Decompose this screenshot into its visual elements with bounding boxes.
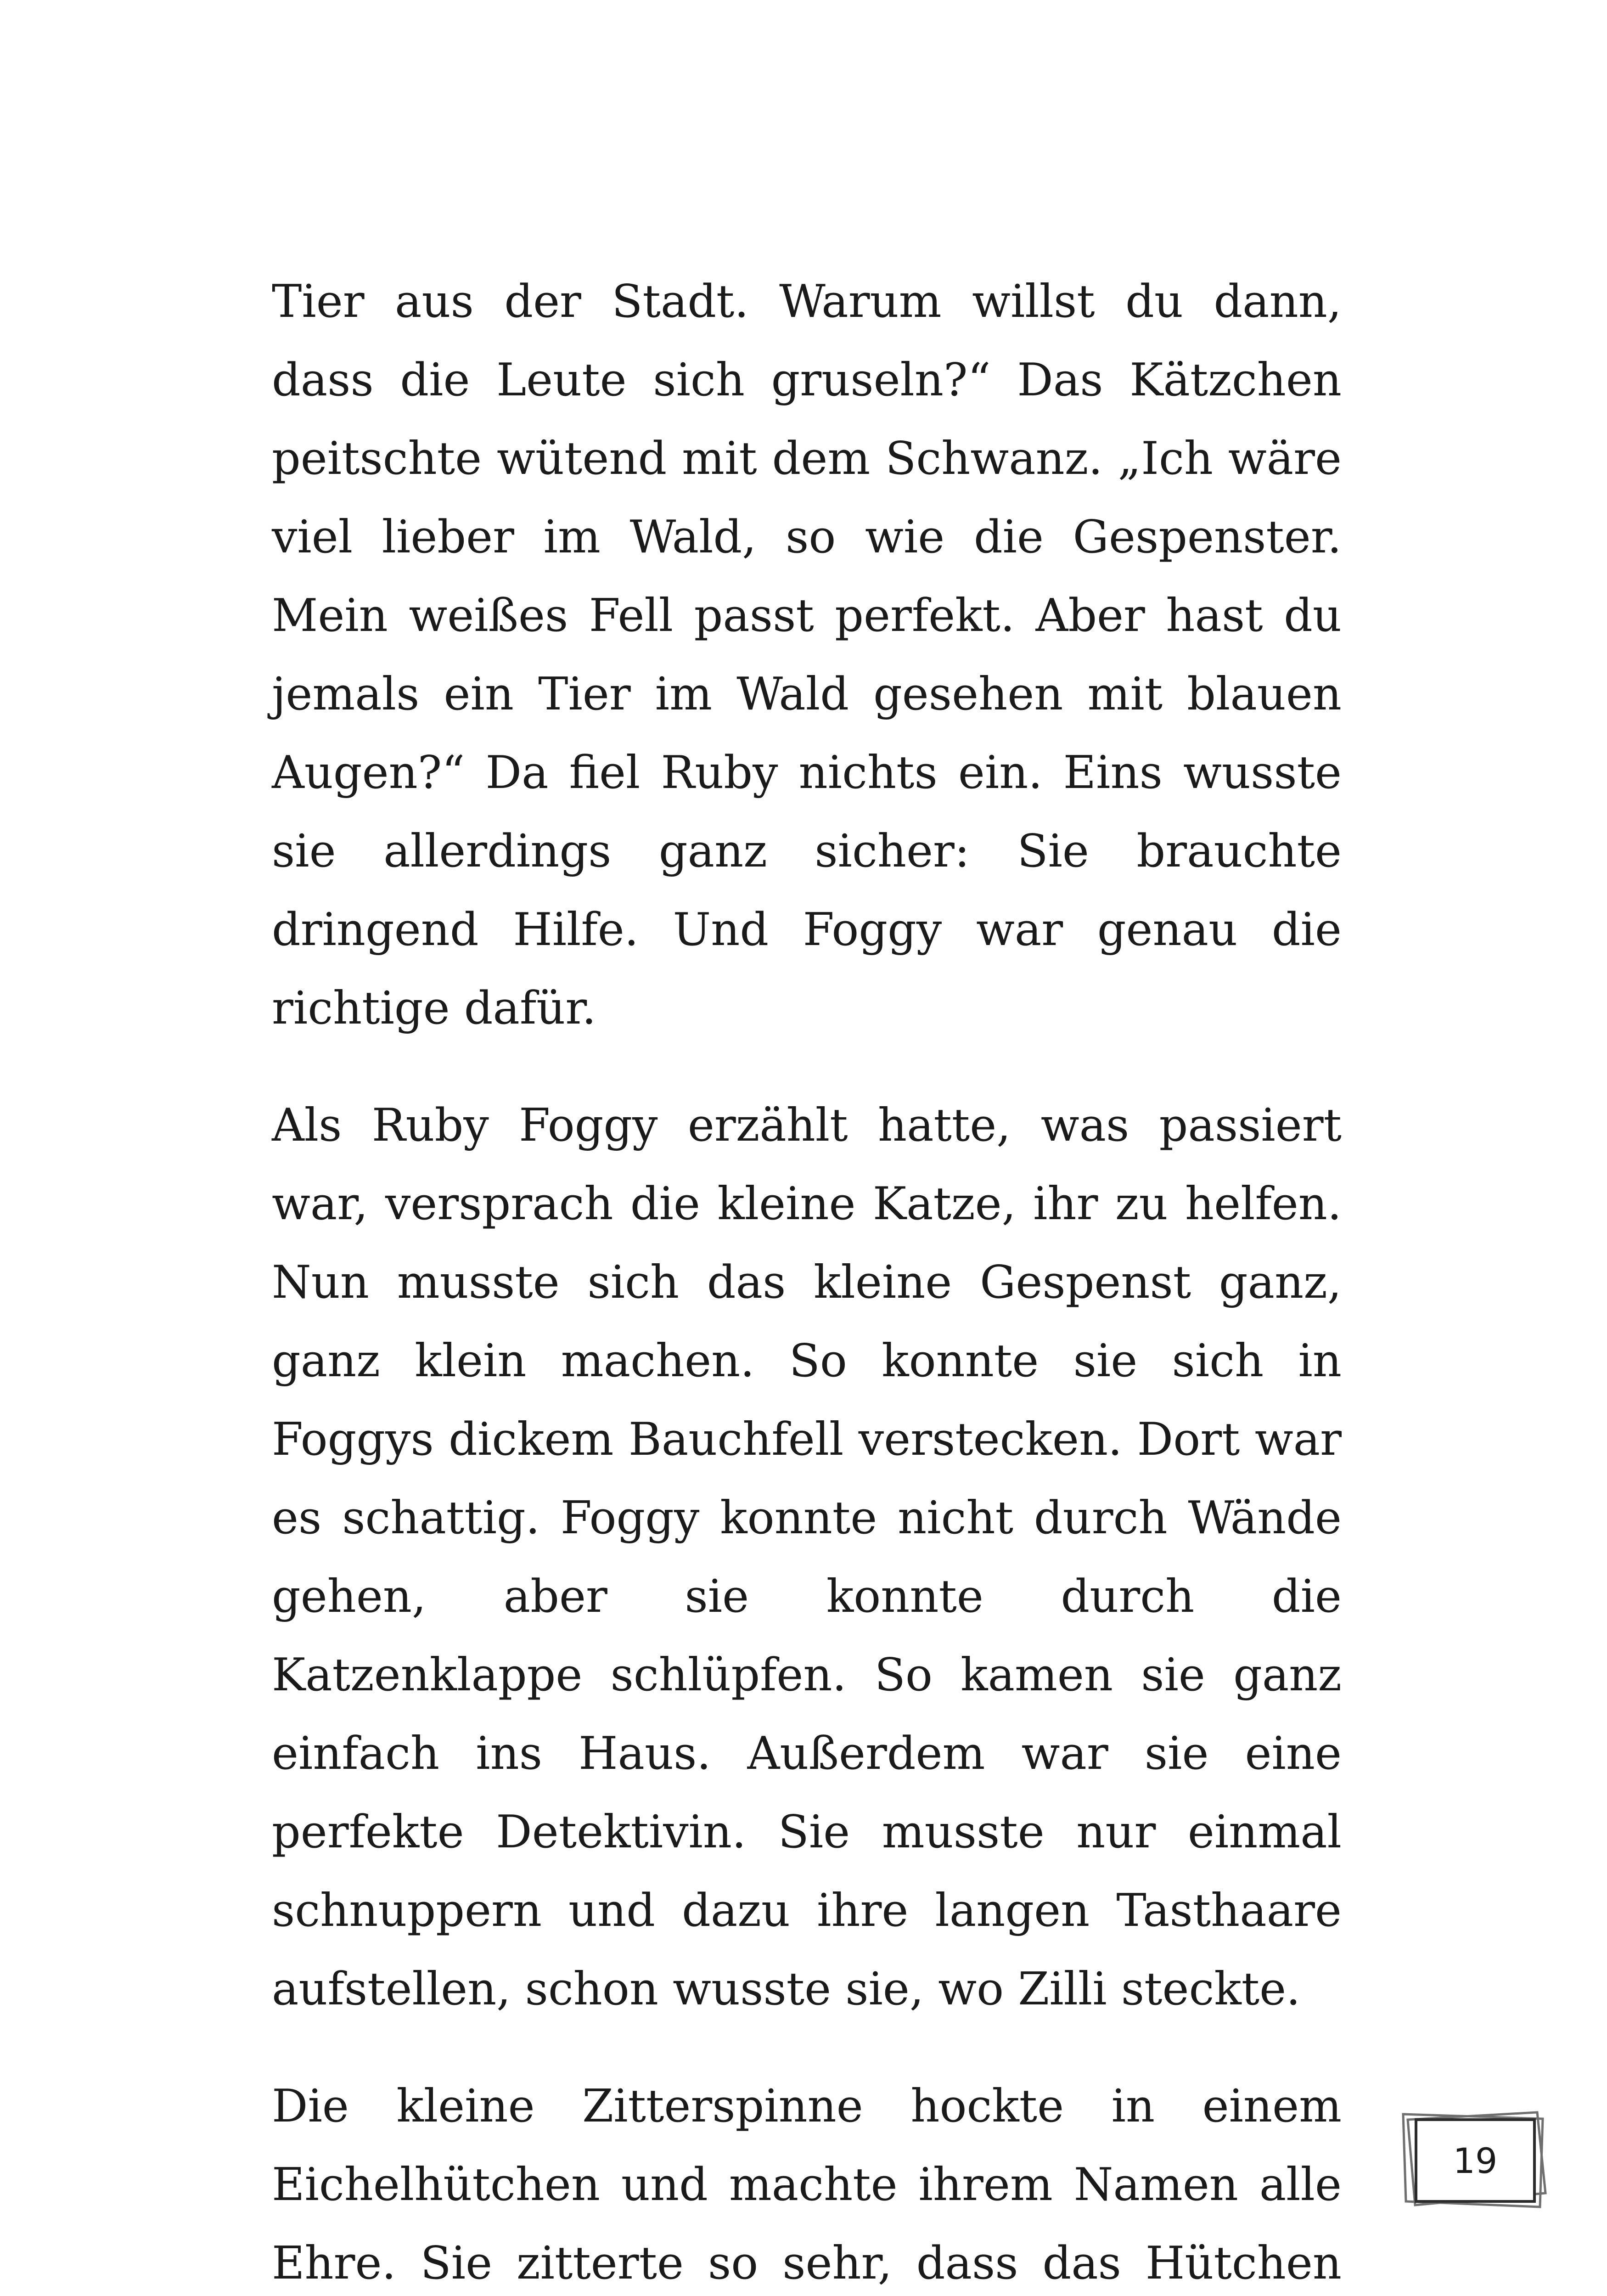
body-text xyxy=(272,263,1342,2296)
page-number: 19 xyxy=(1453,2140,1498,2181)
paragraph-2: Als Ruby Foggy erzählt hatte, was passiert war, versprach die kleine Katze, ihr zu helfen. Nun musste sich das kleine Gespenst ganz, ganz klein machen. So konnte sie sich in Foggys dickem Bauchfell verstecken. Dort war es schattig. Foggy konnte nicht durch Wände gehen, aber sie konnte durch die Katzenklappe schlüpfen. So kamen sie ganz einfach ins Haus. Außerdem war sie eine perfekte Detektivin. Sie musste nur einmal schnuppern und dazu ihre langen Tasthaare aufstellen, schon wusste sie, wo Zilli steckte. xyxy=(272,1099,1342,2015)
page-number-frame xyxy=(1399,2103,1551,2218)
paragraph-1: Tier aus der Stadt. Warum willst du dann, dass die Leute sich gruseln?“ Das Kätzchen peitschte wütend mit dem Schwanz. „Ich wäre viel lieber im Wald, so wie die Gespenster. Mein weißes Fell passt perfekt. Aber hast du jemals ein Tier im Wald gesehen mit blauen Augen?“ Da fiel Ruby nichts ein. Eins wusste sie allerdings ganz sicher: Sie brauchte dringend Hilfe. Und Foggy war genau die richtige dafür. xyxy=(272,276,1342,1035)
paragraph-3: Die kleine Zitterspinne hockte in einem Eichelhütchen und machte ihrem Namen alle Ehre. Sie zitterte so sehr, dass das Hütchen xyxy=(272,2080,1342,2290)
